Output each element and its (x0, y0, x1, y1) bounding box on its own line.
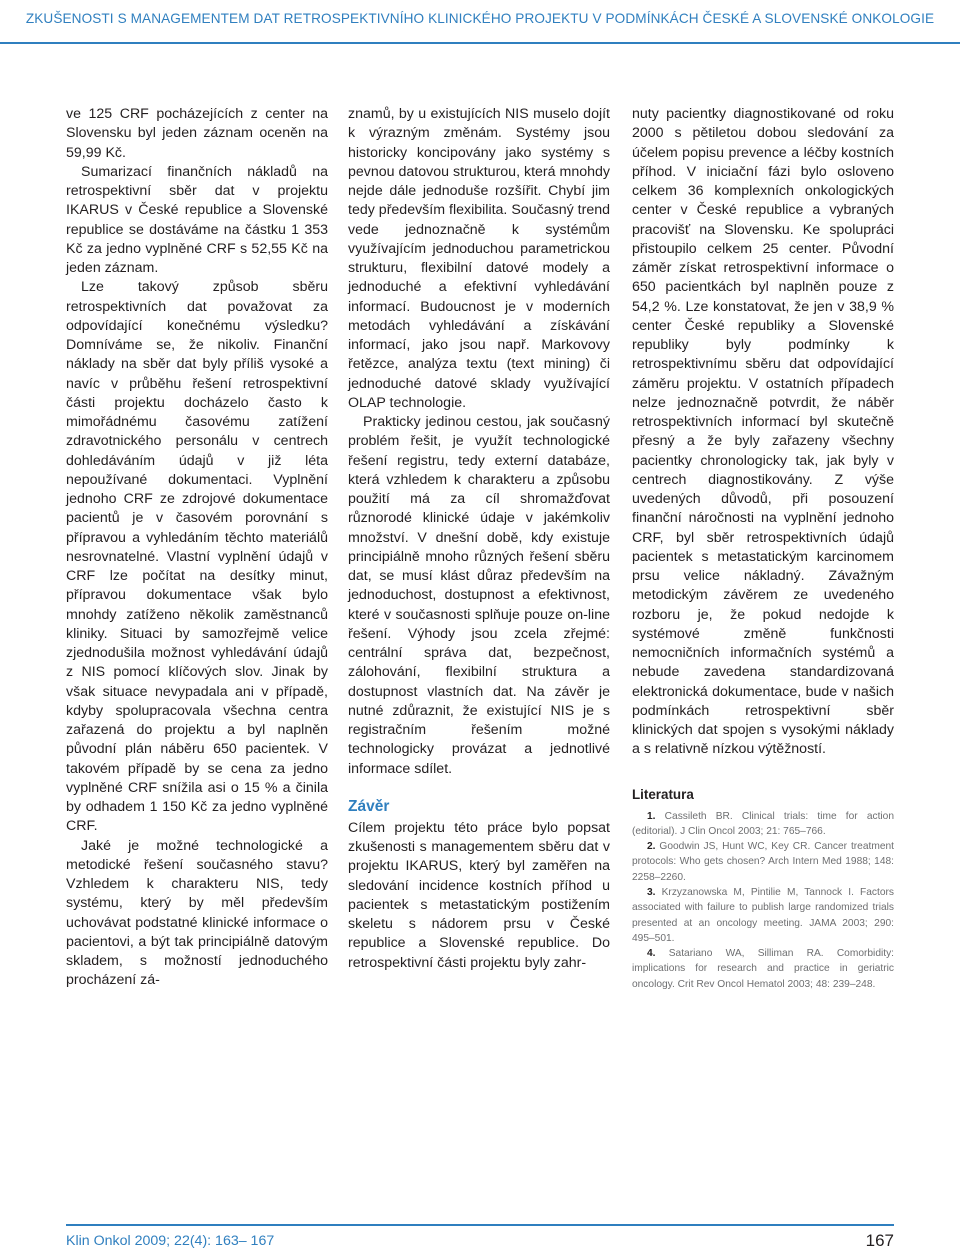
text-column-middle (348, 105, 610, 973)
reference-item: 2. Goodwin JS, Hunt WC, Key CR. Cancer treatment protocols: Who gets chosen? Arch Intern Med 1988; 148: 2258–2260. (632, 841, 894, 883)
paragraph: Jaké je možné technologické a metodické řešení současného stavu? Vzhledem k charakteru NIS, tedy systému, který by měl především uchovávat podstatné klinické informace o pacientovi, a být tak principiálně datovým skladem, s možností jednoduchého procházení zá- (66, 837, 328, 989)
paragraph: Cílem projektu této práce bylo popsat zkušenosti s managementem sběru dat v projektu IKARUS, který byl zaměřen na sledování incidence kostních příhod u pacientek s metastatickým postižením skeletu s nádorem prsu v České republice a Slovenské republice. Do retrospektivní části projektu byly zahr- (348, 819, 610, 971)
references-list (632, 809, 894, 993)
text-column-left (66, 105, 328, 991)
page-footer (66, 1224, 894, 1256)
running-header (0, 0, 960, 44)
paragraph: Lze takový způsob sběru retrospektivních dat považovat za odpovídající konečnému výsledku? Domníváme se, že nikoliv. Finanční náklady na sběr dat byly příliš vysoké a navíc v průběhu řešení retrospektivní části projektu docházelo často k mimořádnému časovému zatížení zdravotnického personálu v centrech dohledáváním údajů v již léta nepoužívané dokumentaci. Vyplnění jednoho CRF ze zdrojové dokumentace pacientů je v časovém porovnání s přípravou a vyhledáním těchto materiálů nesrovnatelné. Vlastní vyplnění údajů v CRF lze počítat na desítky minut, přípravou dokumentace však bylo mnohdy zatíženo několik zaměstnanců kliniky. Situaci by samozřejmě velice zjednodušila možnost vyhledávání údajů z NIS pomocí klíčových slov. Jinak by však situace nevypadala ani v případě, kdyby spolupracovala všechna centra zařazená do projektu a byl naplněn původní plán náběru 650 pacientek. V takovém případě by se cena za jedno vyplněné CRF snížila asi o 15 % a činila by odhadem 1 150 Kč za jedno vyplněné CRF. (66, 279, 328, 835)
running-header-title: ZKUŠENOSTI S MANAGEMENTEM DAT RETROSPEKTIVNÍHO KLINICKÉHO PROJEKTU V PODMÍNKÁCH ČESKÉ A SLOVENSKÉ ONKOLOGIE (25, 11, 935, 26)
page-number: 167 (865, 1231, 894, 1250)
text-column-right (632, 105, 894, 992)
journal-citation: Klin Onkol 2009; 22(4): 163– 167 (66, 1233, 275, 1249)
section-heading-conclusion: Závěr (348, 797, 390, 815)
reference-item: 3. Krzyzanowska M, Pintilie M, Tannock I. Factors associated with failure to publish large randomized trials presented at an oncology meeting. JAMA 2003; 290: 495–501. (632, 886, 894, 944)
paragraph: znamů, by u existujících NIS muselo dojít k výrazným změnám. Systémy jsou historicky koncipovány jako systémy s pevnou datovou strukturou, která mnohdy nejde dále jednoduše rozšířit. Chybí jim tedy především flexibilita. Současný trend vede jednoznačně k systémům využívajícím jednoduchou parametrickou strukturu, flexibilní datové modely a jednoduché a efektivní vyhledávání informací. Budoucnost je v moderních metodách vyhledávání a získávání informací, jako jsou např. Markovovy řetězce, analýza textu (text mining) či jednoduché datové sklady využívající OLAP technologie. (348, 106, 610, 411)
reference-item: 4. Satariano WA, Silliman RA. Comorbidity: implications for research and practice in geriatric oncology. Crit Rev Oncol Hematol 2003; 48: 239–248. (632, 948, 894, 990)
paragraph: Sumarizací finančních nákladů na retrospektivní sběr dat v projektu IKARUS v České republice a Slovenské republice se dostáváme na částku 1 353 Kč za jedno vyplněné CRF s 52,55 Kč na jeden záznam. (66, 163, 328, 276)
paragraph: ve 125 CRF pocházejících z center na Slovensku byl jeden záznam oceněn na 59,99 Kč. (66, 106, 328, 161)
references-heading: Literatura (632, 786, 694, 802)
reference-item: 1. Cassileth BR. Clinical trials: time for action (editorial). J Clin Oncol 2003; 21: 765–766. (632, 810, 894, 837)
paragraph: nuty pacientky diagnostikované od roku 2000 s pětiletou dobou sledování za účelem popisu prevence a léčby kostních příhod. V iniciační fázi bylo osloveno celkem 36 komplexních onkologických center v České republice a vybraných pracovišť na Slovensku. Ke spolupráci přistoupilo celkem 25 center. Původní záměr získat retrospektivní informace o 650 pacientkách byl naplněn pouze z 54,2 %. Lze konstatovat, že jen v 38,9 % center České republiky a Slovenské republiky byly podmínky k retrospektivnímu sběru dat odpovídající záměru projektu. V ostatních případech nelze jednoznačně potvrdit, že náběr retrospektivních informací byl skutečně přesný a že byly zařazeny všechny pacientky chronologicky tak, jak byly v centrech diagnostikovány. Z výše uvedených důvodů, při posouzení finanční náročnosti na vyplnění jednoho CRF, byl sběr retrospektivních údajů pacientek s metastatickým karcinomem prsu velice nákladný. Závažným metodickým závěrem ze uvedeného rozboru je, že pokud nedojde k systémové změně funkčnosti nemocničních informačních systémů a nebude zavedena standardizovaná elektronická dokumentace, bude v našich podmínkách retrospektivní sběr klinických dat spojen s vysokými náklady a s relativně nízkou výtěžností. (632, 106, 894, 758)
paragraph: Prakticky jedinou cestou, jak současný problém řešit, je využít technologické řešení registru, tedy externí databáze, která vzhledem k charakteru a způsobu použití má za cíl shromažďovat různorodé klinické údaje v jakémkoliv množství. V dnešní době, kdy existuje principiálně mnoho různých řešení sběru dat, se musí klást důraz především na jednoduchost, dostupnost a efektivnost, které v současnosti splňuje pouze on-line řešení. Výhody jsou zcela zřejmé: centrální správa dat, bezpečnost, zálohování, flexibilní struktura a dostupnost vlastních dat. Na závěr je nutné zdůraznit, že existující NIS je s registračním řešením možné technologicky provázat a jednotlivé informace sdílet. (348, 414, 610, 777)
